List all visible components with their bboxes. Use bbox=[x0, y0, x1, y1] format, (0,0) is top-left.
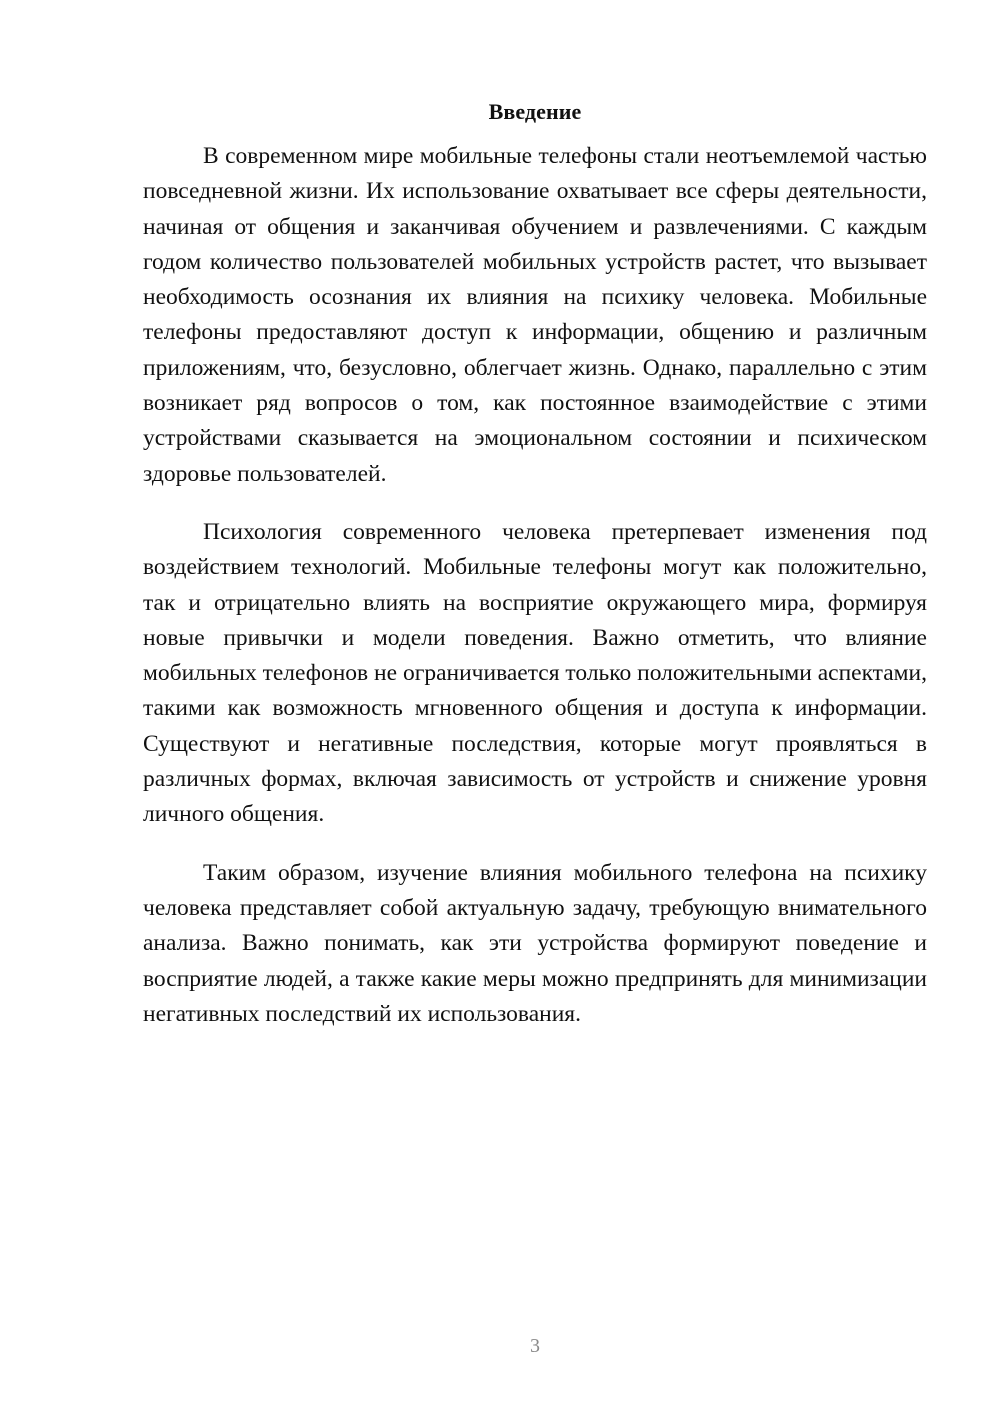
paragraph-3: Таким образом, изучение влияния мобильного телефона на психику человека представляет собой актуальную задачу, требующую внимательного анализа. Важно понимать, как эти устройства формируют поведение и восприятие людей, а также какие меры можно предпринять для минимизации негативных последствий их использования. bbox=[143, 859, 927, 1027]
paragraph-1: В современном мире мобильные телефоны стали неотъемлемой частью повседневной жизни. Их использование охватывает все сферы деятельности, начиная от общения и заканчивая обучением и развлечениями. С каждым годом количество пользователей мобильных устройств растет, что вызывает необходимость осознания их влияния на психику человека. Мобильные телефоны предоставляют доступ к информации, общению и различным приложениям, что, безусловно, облегчает жизнь. Однако, параллельно с этим возникает ряд вопросов о том, как постоянное взаимодействие с этими устройствами сказывается на эмоциональном состоянии и психическом здоровье пользователей. bbox=[143, 143, 927, 487]
page-number: 3 bbox=[530, 1335, 540, 1357]
section-title: Введение bbox=[488, 99, 582, 124]
paragraph-2: Психология современного человека претерпевает изменения под воздействием технологий. Мобильные телефоны могут как положительно, так и отрицательно влиять на восприятие окружающего мира, формируя новые привычки и модели поведения. Важно отметить, что влияние мобильных телефонов не ограничивается только положительными аспектами, такими как возможность мгновенного общения и доступа к информации. Существуют и негативные последствия, которые могут проявляться в различных формах, включая зависимость от устройств и снижение уровня личного общения. bbox=[143, 518, 927, 828]
page-content bbox=[143, 95, 927, 1055]
